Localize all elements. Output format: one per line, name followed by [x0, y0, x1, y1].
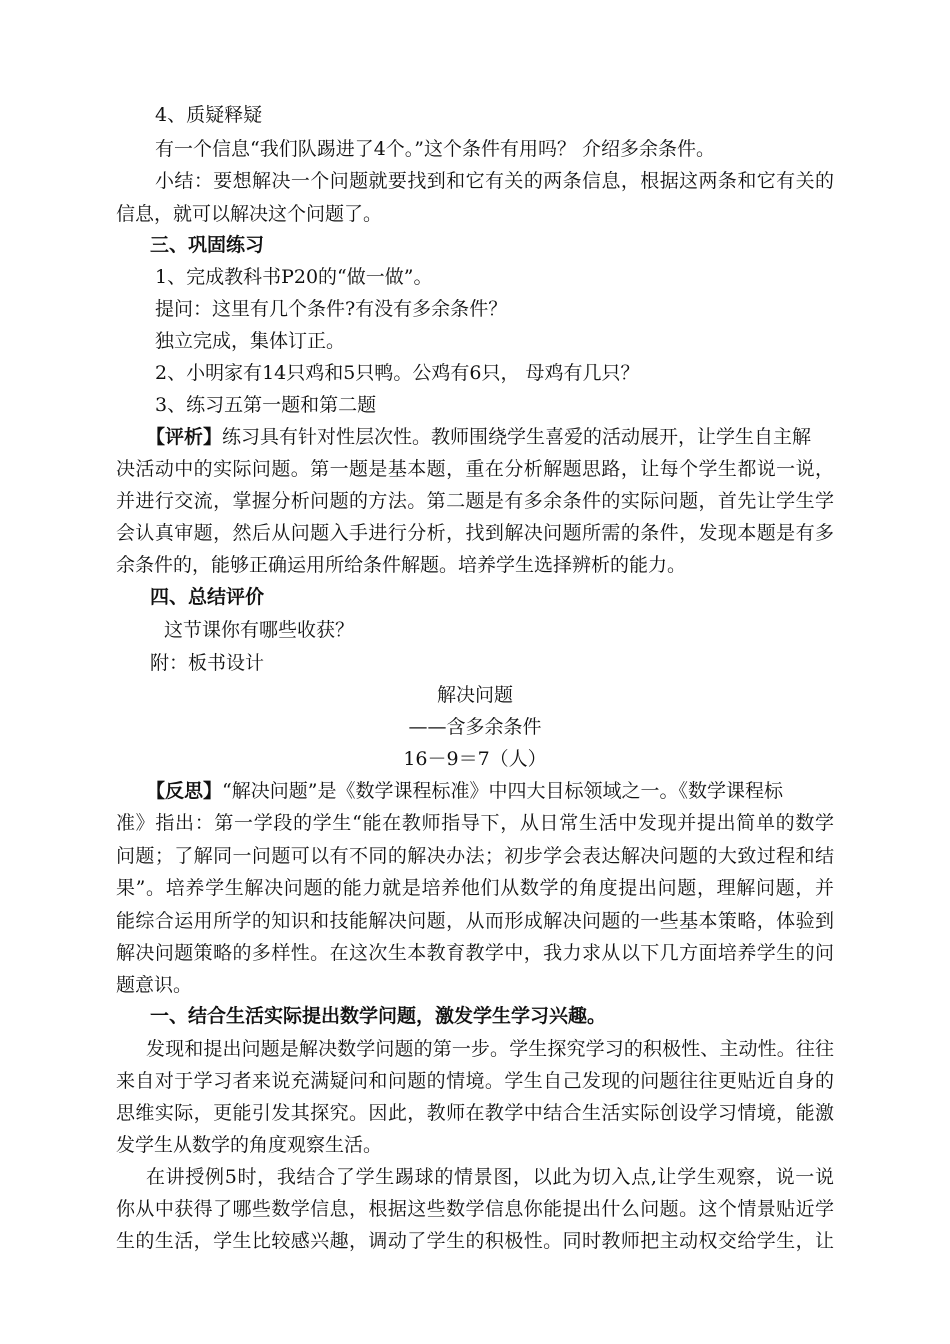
reflection-text: “解决问题”是《数学课程标准》中四大目标领域之一。《数学课程标 — [222, 780, 783, 802]
reflection-label: 【反思】 — [146, 780, 223, 802]
paragraph-line: 发学生从数学的角度观察生活。 — [116, 1134, 383, 1156]
paragraph-line: 独立完成，集体订正。 — [155, 330, 346, 352]
paragraph-line: 准》指出：第一学段的学生“能在教师指导下，从日常生活中发现并提出简单的数学 — [116, 812, 834, 834]
heading-question-answer: 4、质疑释疑 — [155, 104, 263, 126]
paragraph-line: 提问：这里有几个条件?有没有多余条件？ — [155, 298, 508, 320]
paragraph-line: 在讲授例5时，我结合了学生踢球的情景图，以此为切入点,让学生观察，说一说 — [146, 1166, 834, 1188]
paragraph-line: 并进行交流，掌握分析问题的方法。第二题是有多余条件的实际问题，首先让学生学 — [116, 490, 834, 512]
paragraph-line: 决活动中的实际问题。第一题是基本题，重在分析解题思路，让每个学生都说一说， — [116, 458, 834, 480]
paragraph-line: 生的生活，学生比较感兴趣，调动了学生的积极性。同时教师把主动权交给学生，让 — [116, 1230, 834, 1252]
paragraph-line: 3、练习五第一题和第二题 — [155, 394, 377, 416]
paragraph-line: 2、小明家有14只鸡和5只鸭。公鸡有6只， 母鸡有几只？ — [155, 362, 640, 384]
board-subtitle: ——含多余条件 — [408, 716, 542, 738]
paragraph-line: 会认真审题，然后从问题入手进行分析，找到解决问题所需的条件，发现本题是有多 — [116, 522, 834, 544]
paragraph-line: 果”。培养学生解决问题的能力就是培养他们从数学的角度提出问题，理解问题，并 — [116, 877, 834, 899]
paragraph-line: 你从中获得了哪些数学信息，根据这些数学信息你能提出什么问题。这个情景贴近学 — [116, 1198, 834, 1220]
paragraph-line: 能综合运用所学的知识和技能解决问题，从而形成解决问题的一些基本策略，体验到 — [116, 910, 834, 932]
section-heading-real-life: 一、结合生活实际提出数学问题，激发学生学习兴趣。 — [150, 1005, 607, 1027]
paragraph-line: 思维实际，更能引发其探究。因此，教师在教学中结合生活实际创设学习情境，能激 — [116, 1102, 834, 1124]
paragraph-line: 小结：要想解决一个问题就要找到和它有关的两条信息，根据这两条和它有关的 — [155, 170, 834, 192]
paragraph-line: 题意识。 — [116, 974, 193, 996]
paragraph-line: 问题；了解同一问题可以有不同的解决办法；初步学会表达解决问题的大致过程和结 — [116, 845, 834, 867]
paragraph-line: 解决问题策略的多样性。在这次生本教育教学中，我力求从以下几方面培养学生的问 — [116, 942, 834, 964]
paragraph-line: 来自对于学习者来说充满疑问和问题的情境。学生自己发现的问题往往更贴近自身的 — [116, 1070, 834, 1092]
paragraph-line: 有一个信息“我们队踢进了4个。”这个条件有用吗？ 介绍多余条件。 — [155, 138, 716, 160]
section-heading-summary: 四、总结评价 — [150, 586, 265, 608]
comment-text: 练习具有针对性层次性。教师围绕学生喜爱的活动展开，让学生自主解 — [222, 426, 812, 448]
paragraph-line: 余条件的，能够正确运用所给条件解题。培养学生选择辨析的能力。 — [116, 554, 687, 576]
paragraph-line — [146, 778, 834, 804]
section-heading-practice: 三、巩固练习 — [150, 234, 265, 256]
paragraph-line: 附：板书设计 — [150, 652, 265, 674]
paragraph-line: 发现和提出问题是解决数学问题的第一步。学生探究学习的积极性、主动性。往往 — [146, 1038, 834, 1060]
paragraph-line: 这节课你有哪些收获？ — [164, 619, 355, 641]
paragraph-line: 1、完成教科书P20的“做一做”。 — [155, 266, 433, 288]
paragraph-line — [146, 424, 834, 450]
board-equation: 16－9＝7（人） — [403, 748, 547, 770]
comment-label: 【评析】 — [146, 426, 223, 448]
board-title: 解决问题 — [436, 684, 513, 706]
paragraph-line: 信息，就可以解决这个问题了。 — [116, 203, 383, 225]
